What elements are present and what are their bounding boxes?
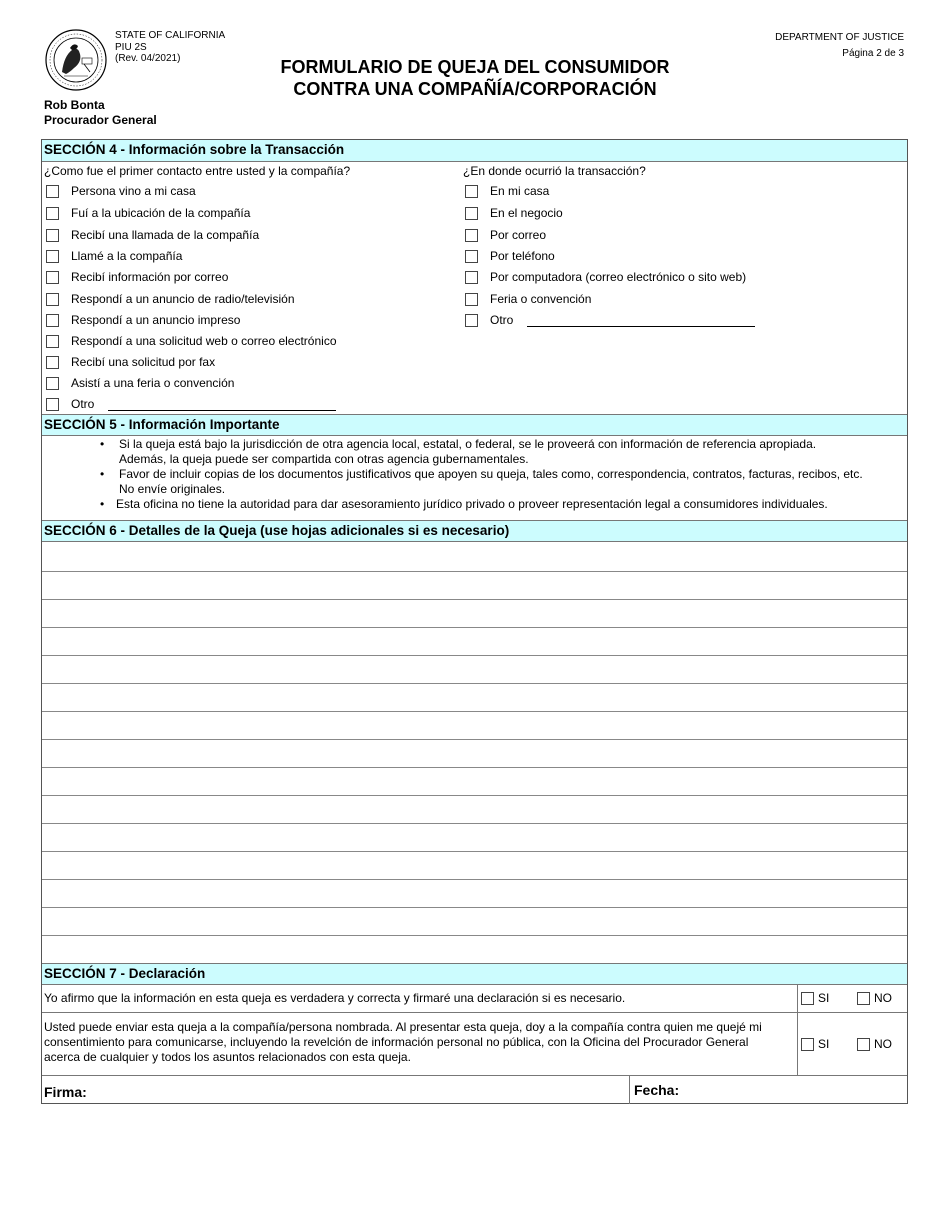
department-name: DEPARTMENT OF JUSTICE — [775, 32, 904, 43]
signature-label: Firma: — [44, 1084, 87, 1100]
checkbox[interactable] — [465, 250, 478, 263]
writing-line — [42, 599, 907, 600]
section-4-header: SECCIÓN 4 - Información sobre la Transacción — [42, 140, 907, 162]
contact-option[interactable]: Llamé a la compañía — [46, 248, 182, 264]
checkbox[interactable] — [46, 185, 59, 198]
department-block — [775, 30, 904, 62]
writing-line — [42, 795, 907, 796]
location-other-input[interactable] — [527, 326, 755, 327]
form-code: PIU 2S — [115, 41, 147, 53]
location-option-other[interactable]: Otro — [465, 312, 755, 328]
checkbox[interactable] — [465, 271, 478, 284]
checkbox[interactable] — [46, 377, 59, 390]
declaration-statement-1: Yo afirmo que la información en esta queja es verdadera y correcta y firmaré una declaración si es necesario. — [44, 991, 626, 1005]
writing-line — [42, 739, 907, 740]
writing-line — [42, 683, 907, 684]
declaration-statement-2: Usted puede enviar esta queja a la compañía/persona nombrada. Al presentar esta queja, doy a la compañía contra quien me quejé mi consentimiento para comunicarse, incluyendo la revelción de información personal no pública, con la Oficina del Procurador General acerca de cualquier y todos los asuntos relacionados con esta queja. — [44, 1020, 762, 1064]
contact-option[interactable]: Recibí una llamada de la compañía — [46, 227, 259, 243]
writing-line — [42, 907, 907, 908]
form-revision: (Rev. 04/2021) — [115, 53, 181, 64]
location-option[interactable]: Por computadora (correo electrónico o sito web) — [465, 269, 746, 285]
checkbox[interactable] — [46, 314, 59, 327]
contact-option[interactable]: Fuí a la ubicación de la compañía — [46, 205, 250, 221]
contact-option[interactable]: Recibí una solicitud por fax — [46, 354, 215, 370]
writing-line — [42, 655, 907, 656]
checkbox[interactable] — [857, 1038, 870, 1051]
contact-option-other[interactable]: Otro — [46, 396, 336, 412]
checkbox[interactable] — [46, 398, 59, 411]
checkbox[interactable] — [465, 229, 478, 242]
location-option[interactable]: Feria o convención — [465, 291, 591, 307]
contact-option[interactable]: Respondí a una solicitud web o correo electrónico — [46, 333, 337, 349]
checkbox[interactable] — [46, 335, 59, 348]
transaction-location-question: ¿En donde ocurrió la transacción? — [463, 164, 646, 178]
state-name: STATE OF CALIFORNIA — [115, 30, 226, 41]
location-option[interactable]: Por teléfono — [465, 248, 555, 264]
checkbox[interactable] — [465, 207, 478, 220]
statement-2-yes[interactable]: SI — [801, 1037, 829, 1051]
checkbox[interactable] — [465, 293, 478, 306]
section-7-header: SECCIÓN 7 - Declaración — [42, 963, 907, 985]
checkbox[interactable] — [801, 992, 814, 1005]
california-doj-seal-icon — [44, 28, 108, 92]
signature-field[interactable] — [97, 1077, 627, 1103]
first-contact-question: ¿Como fue el primer contacto entre usted y la compañía? — [44, 164, 351, 178]
contact-other-input[interactable] — [108, 410, 336, 411]
checkbox[interactable] — [465, 314, 478, 327]
checkbox[interactable] — [46, 293, 59, 306]
writing-line — [42, 767, 907, 768]
title-line-1: FORMULARIO DE QUEJA DEL CONSUMIDOR — [280, 57, 670, 77]
contact-option[interactable]: Recibí información por correo — [46, 269, 228, 285]
contact-option[interactable]: Respondí a un anuncio de radio/televisión — [46, 291, 295, 307]
writing-line — [42, 823, 907, 824]
date-label: Fecha: — [634, 1082, 680, 1098]
official-name: Rob Bonta — [44, 98, 105, 112]
checkbox[interactable] — [465, 185, 478, 198]
section-6-header: SECCIÓN 6 - Detalles de la Queja (use hojas adicionales si es necesario) — [42, 520, 907, 542]
title-line-2: CONTRA UNA COMPAÑÍA/CORPORACIÓN — [293, 79, 657, 99]
complaint-form — [41, 139, 908, 1104]
statement-2-no[interactable]: NO — [857, 1037, 892, 1051]
section-5-header: SECCIÓN 5 - Información Importante — [42, 414, 907, 436]
column-divider — [629, 1075, 630, 1104]
writing-line — [42, 627, 907, 628]
checkbox[interactable] — [46, 271, 59, 284]
page-title — [200, 56, 750, 100]
important-info-list: • Si la queja está bajo la jurisdicción de otra agencia local, estatal, o federal, se le proveerá con información de referencia apropiada. Además, la queja puede ser compartida con otras agencia gubernamentales. • Favor de incluir copias de los documentos justificativos que apoyen su queja, tales como, correspondencia, contratos, facturas, recibos, etc. No envíe originales. • Esta oficina no tiene la autoridad para dar asesoramiento jurídico privado o proveer representación legal a consumidores individuales. — [100, 437, 863, 511]
location-option[interactable]: Por correo — [465, 227, 546, 243]
statement-1-yes[interactable]: SI — [801, 991, 829, 1005]
location-option[interactable]: En mi casa — [465, 183, 549, 199]
contact-option[interactable]: Respondí a un anuncio impreso — [46, 312, 240, 328]
contact-option[interactable]: Persona vino a mi casa — [46, 183, 196, 199]
divider — [42, 1012, 907, 1013]
official-title: Procurador General — [44, 113, 157, 127]
writing-line — [42, 879, 907, 880]
checkbox[interactable] — [46, 356, 59, 369]
page-number: Página 2 de 3 — [842, 48, 904, 59]
divider — [42, 1075, 907, 1076]
date-field[interactable] — [692, 1077, 902, 1103]
contact-option[interactable]: Asistí a una feria o convención — [46, 375, 234, 391]
location-option[interactable]: En el negocio — [465, 205, 563, 221]
checkbox[interactable] — [46, 207, 59, 220]
checkbox[interactable] — [46, 250, 59, 263]
column-divider — [797, 985, 798, 1075]
writing-line — [42, 571, 907, 572]
statement-1-no[interactable]: NO — [857, 991, 892, 1005]
writing-line — [42, 851, 907, 852]
checkbox[interactable] — [857, 992, 870, 1005]
writing-line — [42, 711, 907, 712]
checkbox[interactable] — [801, 1038, 814, 1051]
official-block — [44, 98, 157, 128]
checkbox[interactable] — [46, 229, 59, 242]
writing-line — [42, 935, 907, 936]
